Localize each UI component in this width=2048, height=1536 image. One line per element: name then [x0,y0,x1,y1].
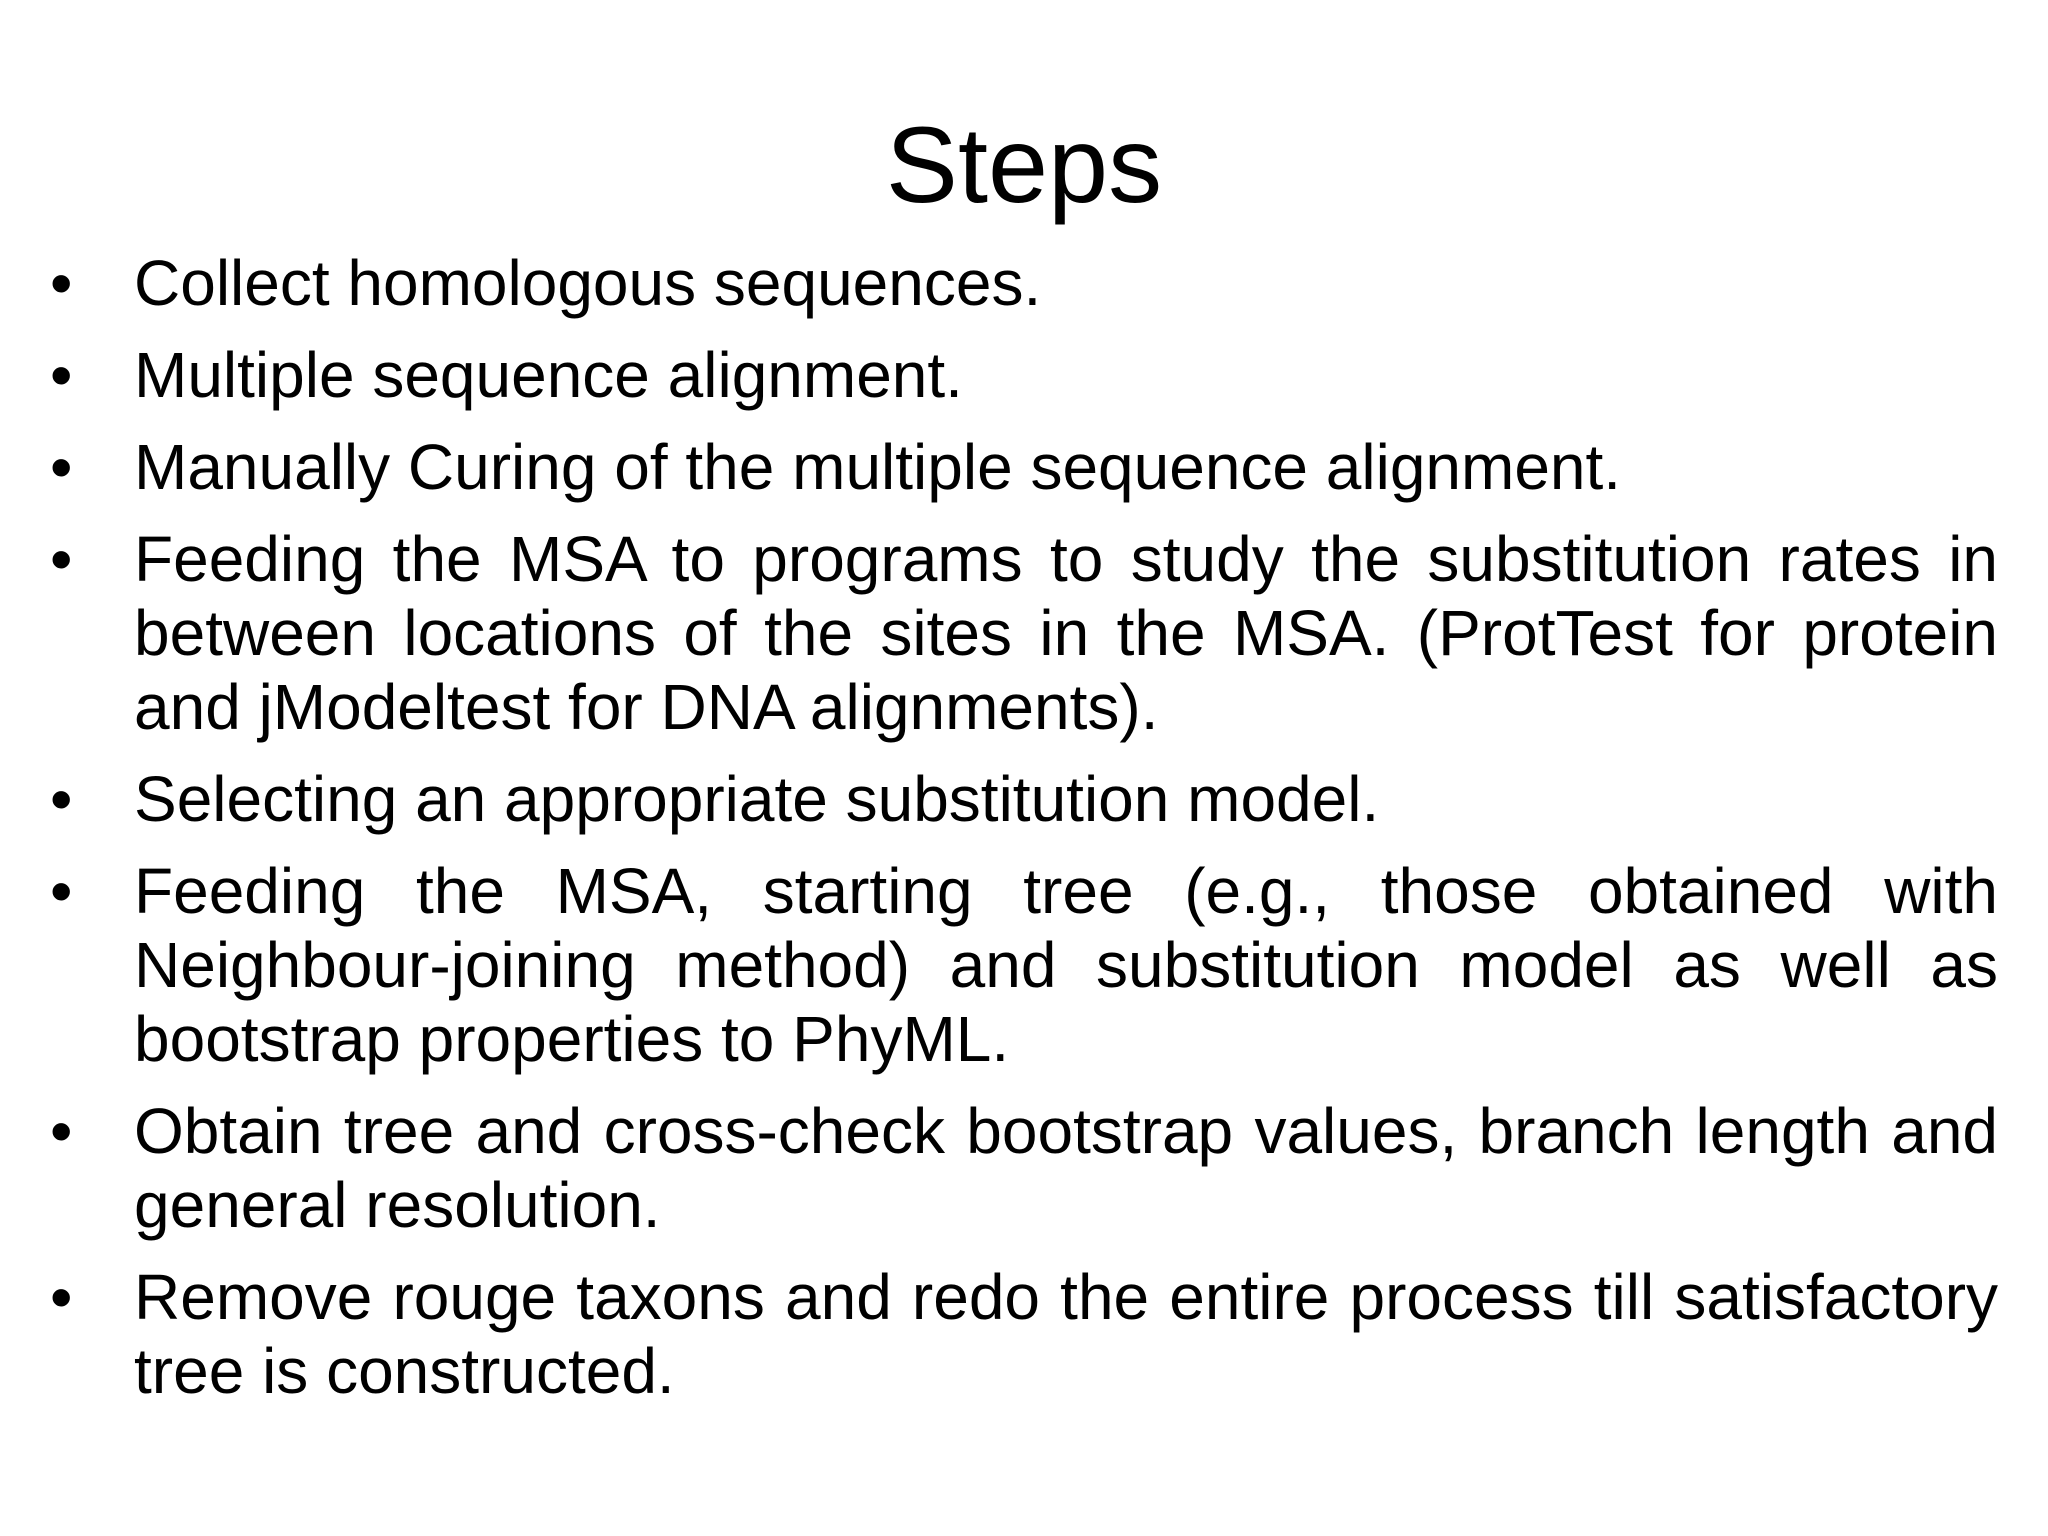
bullet-text: Collect homologous sequences. [134,247,1042,319]
bullet-icon: • [50,339,73,411]
bullet-icon: • [50,247,73,319]
bullet-text: Remove rouge taxons and redo the entire process till satisfactory tree is constructed. [134,1261,1998,1407]
bullet-item [50,430,1998,504]
bullet-text: Manually Curing of the multiple sequence alignment. [134,431,1622,503]
bullet-icon: • [50,523,73,595]
bullet-item [50,522,1998,744]
bullet-item [50,762,1998,836]
bullet-icon: • [50,763,73,835]
bullet-icon: • [50,1095,73,1167]
bullet-icon: • [50,1261,73,1333]
bullet-text: Feeding the MSA to programs to study the substitution rates in between locations of the sites in the MSA. (ProtTest for protein and jModeltest for DNA alignments). [134,523,1998,743]
bullet-text: Selecting an appropriate substitution model. [134,763,1380,835]
bullet-list [50,246,1998,1426]
bullet-icon: • [50,431,73,503]
bullet-item [50,246,1998,320]
slide-title: Steps [885,104,1163,225]
bullet-icon: • [50,855,73,927]
bullet-text: Obtain tree and cross-check bootstrap values, branch length and general resolution. [134,1095,1998,1241]
bullet-item [50,854,1998,1076]
bullet-text: Feeding the MSA, starting tree (e.g., those obtained with Neighbour-joining method) and substitution model as well as bootstrap properties to PhyML. [134,855,1998,1075]
bullet-item [50,1094,1998,1242]
bullet-item [50,1260,1998,1408]
bullet-text: Multiple sequence alignment. [134,339,963,411]
bullet-item [50,338,1998,412]
